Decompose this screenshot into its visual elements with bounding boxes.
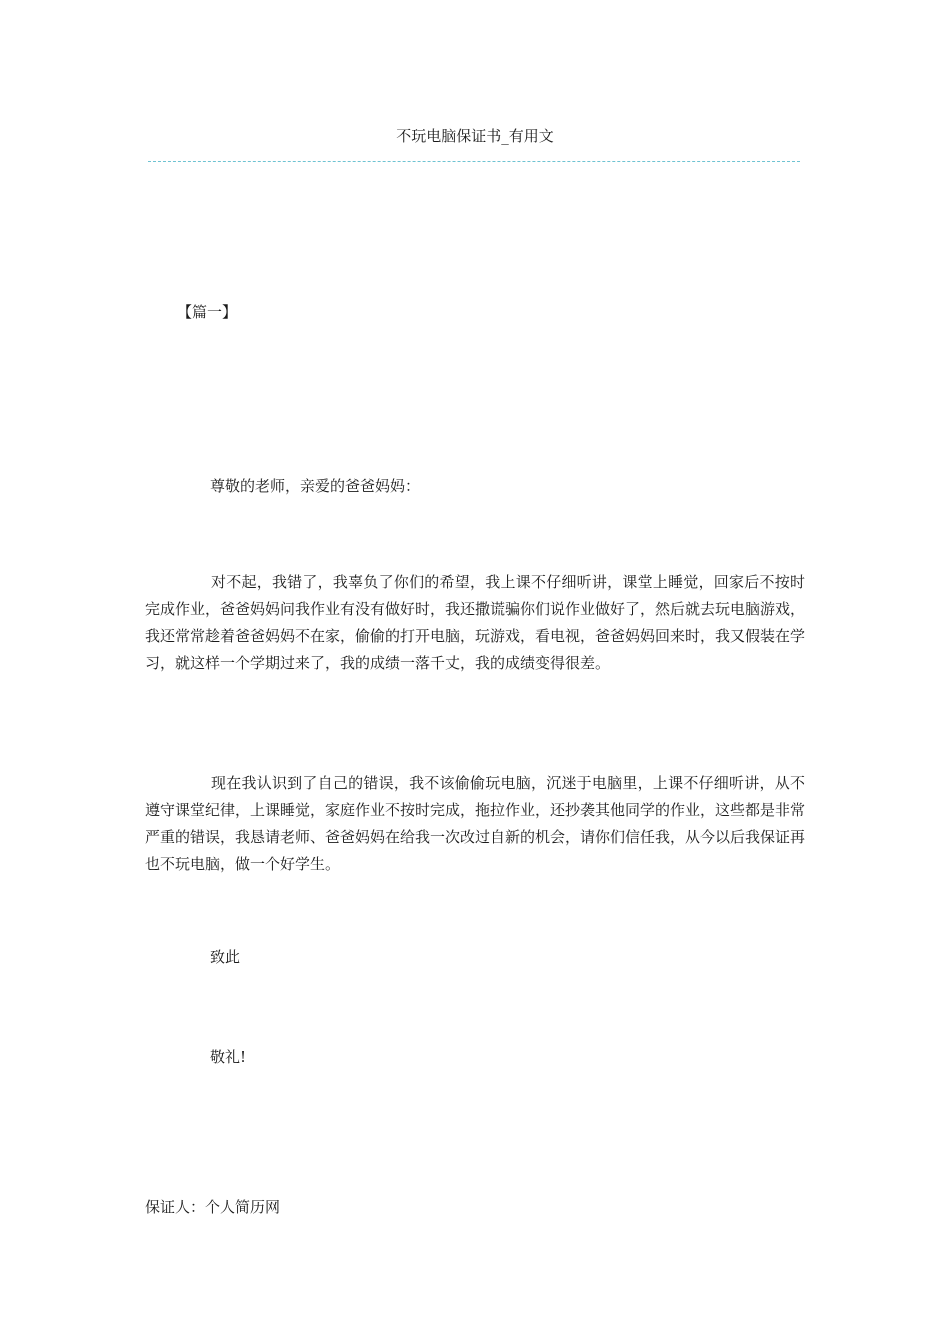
salutation: 尊敬的老师，亲爱的爸爸妈妈： bbox=[210, 477, 421, 495]
closing-line-2: 敬礼! bbox=[210, 1048, 247, 1066]
page-title: 不玩电脑保证书_有用文 bbox=[396, 127, 554, 145]
section-label: 【篇一】 bbox=[177, 303, 238, 321]
body-paragraph-2: 现在我认识到了自己的错误，我不该偷偷玩电脑，沉迷于电脑里，上课不仔细听讲，从不遵守课堂纪律，上课睡觉，家庭作业不按时完成，拖拉作业，还抄袭其他同学的作业，这些都是非常严重的错误，我恳请老师、爸爸妈妈在给我一次改过自新的机会，请你们信任我，从今以后我保证再也不玩电脑，做一个好学生。 bbox=[145, 774, 806, 873]
closing-line-1: 致此 bbox=[210, 948, 241, 966]
body-paragraph-1: 对不起，我错了，我辜负了你们的希望，我上课不仔细听讲，课堂上睡觉，回家后不按时完成作业，爸爸妈妈问我作业有没有做好时，我还撒谎骗你们说作业做好了，然后就去玩电脑游戏，我还常常趁着爸爸妈妈不在家，偷偷的打开电脑，玩游戏，看电视，爸爸妈妈回来时，我又假装在学习，就这样一个学期过来了，我的成绩一落千丈，我的成绩变得很差。 bbox=[145, 573, 806, 672]
header-divider bbox=[148, 161, 800, 162]
signature-line: 保证人：个人简历网 bbox=[145, 1198, 281, 1216]
